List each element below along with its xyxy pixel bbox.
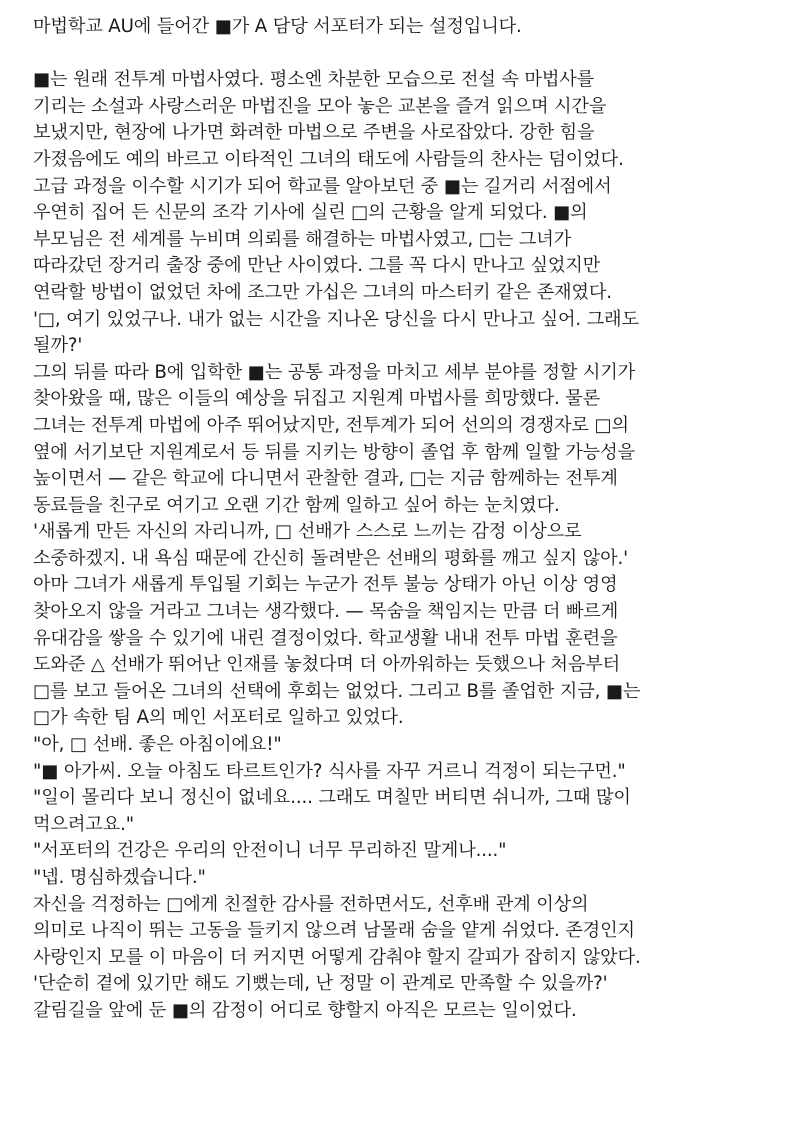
body-line: '단순히 곁에 있기만 해도 기뻤는데, 난 정말 이 관계로 만족할 수 있을까?' (33, 973, 608, 995)
body-line: 의미로 나직이 뛰는 고동을 들키지 않으려 남몰래 숨을 얕게 쉬었다. 존경인지 (33, 920, 635, 942)
body-line: 될까?' (33, 335, 83, 357)
body-line: 고급 과정을 이수할 시기가 되어 학교를 알아보던 중 ■는 길거리 서점에서 (33, 175, 612, 197)
body-line: 높이면서 — 같은 학교에 다니면서 관찰한 결과, □는 지금 함께하는 전투계 (33, 468, 618, 490)
body-line: 옆에 서기보단 지원계로서 등 뒤를 지키는 방향이 졸업 후 함께 일할 가능성을 (33, 441, 635, 463)
body-line: "넵. 명심하겠습니다." (33, 867, 206, 888)
document-body (33, 14, 778, 1025)
body-line: 소중하겠지. 내 욕심 때문에 간신히 돌려받은 선배의 평화를 깨고 싶지 않아.' (33, 547, 628, 569)
body-line: '새롭게 만든 자신의 자리니까, □ 선배가 스스로 느끼는 감정 이상으로 (33, 521, 582, 543)
body-line: 가졌음에도 예의 바르고 이타적인 그녀의 태도에 사람들의 찬사는 덤이었다. (33, 148, 624, 170)
body-line: "서포터의 건강은 우리의 안전이니 너무 무리하진 말게나...." (33, 840, 507, 862)
body-line: ■는 원래 전투계 마법사였다. 평소엔 차분한 모습으로 전설 속 마법사를 (33, 69, 595, 91)
body-line: 연락할 방법이 없었던 차에 조그만 가십은 그녀의 마스터키 같은 존재였다. (33, 281, 612, 303)
body-line: 부모님은 전 세계를 누비며 의뢰를 해결하는 마법사였고, □는 그녀가 (33, 228, 572, 250)
body-line: □가 속한 팀 A의 메인 서포터로 일하고 있었다. (33, 707, 404, 729)
body-line: 갈림길을 앞에 둔 ■의 감정이 어디로 향할지 아직은 모르는 일이었다. (33, 999, 577, 1021)
body-line: '□, 여기 있었구나. 내가 없는 시간을 지나온 당신을 다시 만나고 싶어. 그래도 (33, 308, 639, 330)
body-line: "일이 몰리다 보니 정신이 없네요.... 그래도 며칠만 버티면 쉬니까, 그때 많이 (33, 787, 631, 809)
body-line: 보냈지만, 현장에 나가면 화려한 마법으로 주변을 사로잡았다. 강한 힘을 (33, 122, 595, 144)
body-line: 우연히 집어 든 신문의 조각 기사에 실린 □의 근황을 알게 되었다. ■의 (33, 202, 588, 224)
blank-line (33, 41, 778, 68)
intro-line: 마법학교 AU에 들어간 ■가 A 담당 서포터가 되는 설정입니다. (33, 16, 522, 37)
body-line: 먹으려고요." (33, 813, 134, 835)
body-line: 따라갔던 장거리 출장 중에 만난 사이였다. 그를 꼭 다시 만나고 싶었지만 (33, 255, 601, 277)
body-line: □를 보고 들어온 그녀의 선택에 후회는 없었다. 그리고 B를 졸업한 지금, ■는 (33, 680, 641, 702)
body-line: 유대감을 쌓을 수 있기에 내린 결정이었다. 학교생활 내내 전투 마법 훈련을 (33, 627, 618, 649)
body-line: 그의 뒤를 따라 B에 입학한 ■는 공통 과정을 마치고 세부 분야를 정할 시기가 (33, 361, 636, 383)
body-line: 도와준 △ 선배가 뛰어난 인재를 놓쳤다며 더 아까워하는 듯했으나 처음부터 (33, 654, 621, 676)
body-line: 그녀는 전투계 마법에 아주 뛰어났지만, 전투계가 되어 선의의 경쟁자로 □의 (33, 414, 629, 436)
body-line: "■ 아가씨. 오늘 아침도 타르트인가? 식사를 자꾸 거르니 걱정이 되는구먼." (33, 760, 626, 782)
body-line: 아마 그녀가 새롭게 투입될 기회는 누군가 전투 불능 상태가 아닌 이상 영영 (33, 574, 618, 596)
body-line: "아, □ 선배. 좋은 아침이에요!" (33, 734, 282, 756)
body-line: 사랑인지 모를 이 마음이 더 커지면 어떻게 감춰야 할지 갈피가 잡히지 않았다. (33, 946, 641, 968)
body-line: 자신을 걱정하는 □에게 친절한 감사를 전하면서도, 선후배 관계 이상의 (33, 893, 589, 915)
body-line: 찾아왔을 때, 많은 이들의 예상을 뒤집고 지원계 마법사를 희망했다. 물론 (33, 388, 601, 410)
body-line: 찾아오지 않을 거라고 그녀는 생각했다. — 목숨을 책임지는 만큼 더 빠르게 (33, 601, 619, 623)
body-line: 기리는 소설과 사랑스러운 마법진을 모아 놓은 교본을 즐겨 읽으며 시간을 (33, 95, 607, 117)
body-line: 동료들을 친구로 여기고 오랜 기간 함께 일하고 싶어 하는 눈치였다. (33, 494, 560, 516)
